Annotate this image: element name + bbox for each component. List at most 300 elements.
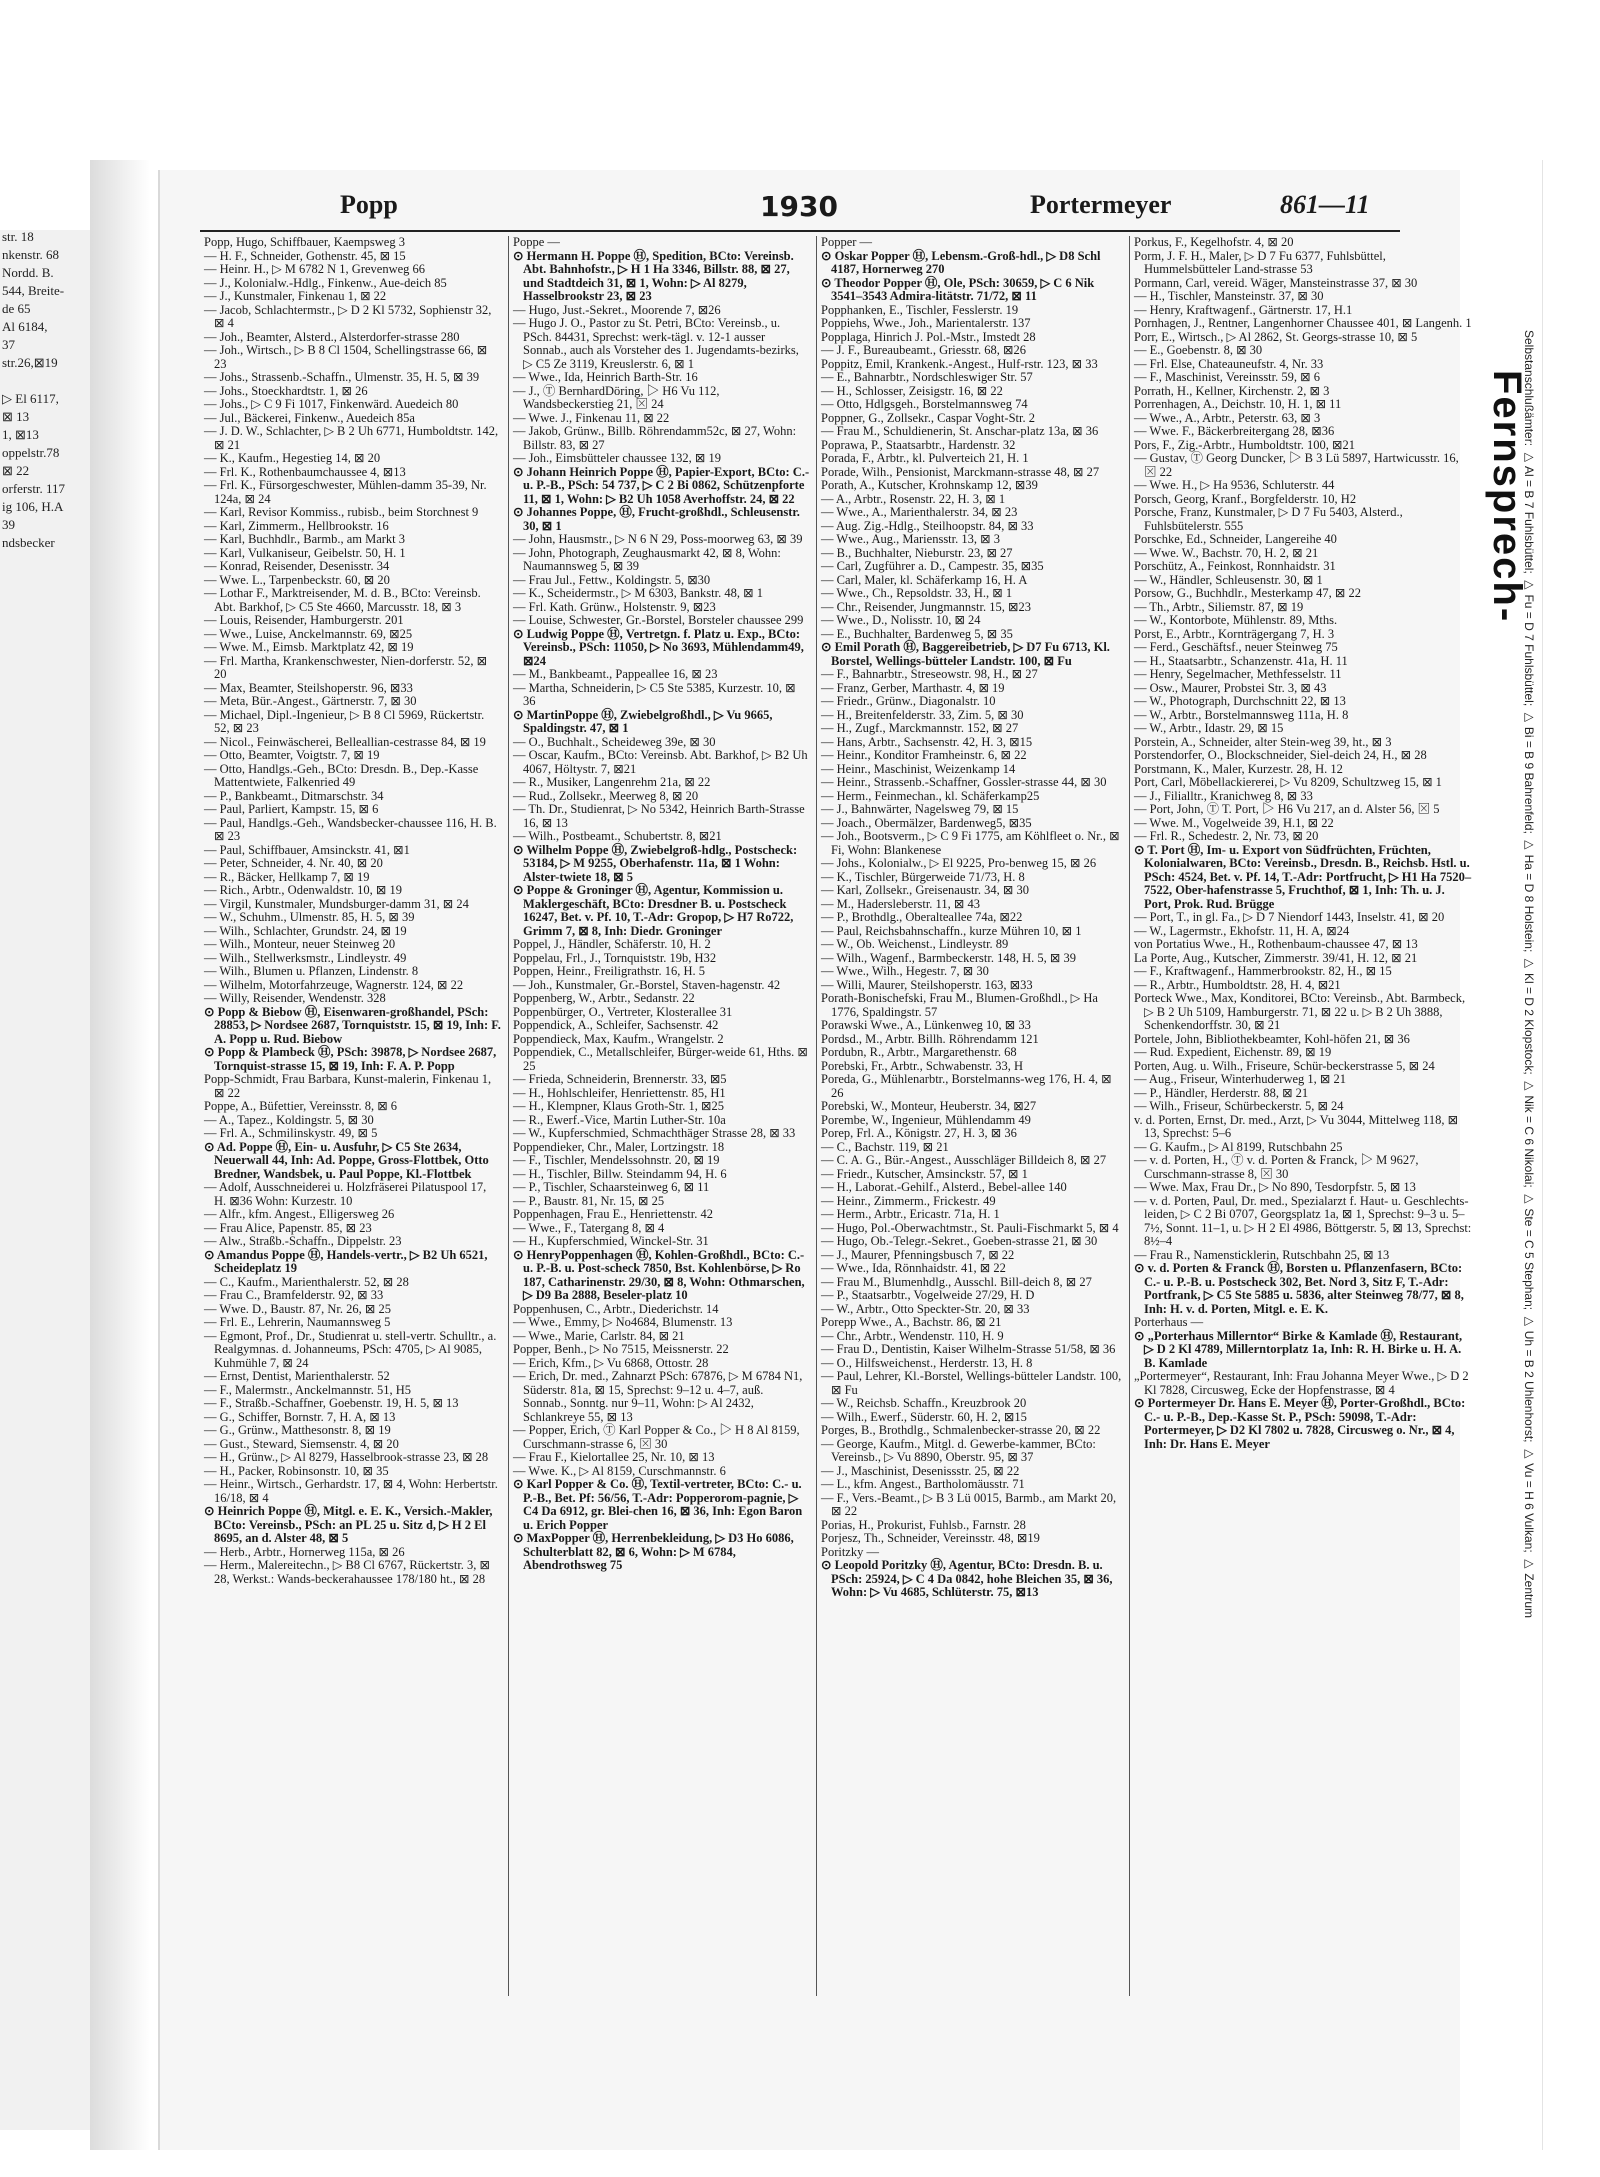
directory-entry: Porebski, W., Monteur, Heuberstr. 34, ⊠27 [821, 1099, 1037, 1113]
directory-entry: — Wilh., Schlachter, Grundstr. 24, ⊠ 19 [204, 923, 407, 938]
directory-entry: — W., Lagermstr., Ekhofstr. 11, H. A, ⊠24 [1134, 923, 1350, 938]
directory-columns [200, 236, 1480, 1996]
directory-entry: — F., Kraftwagenf., Hammerbrookstr. 82, H., ⊠ 15 [1134, 964, 1392, 978]
header-year: 1930 [760, 190, 838, 223]
directory-entry: — Henry, Kraftwagenf., Gärtnerstr. 17, H.1 [1134, 302, 1353, 317]
directory-entry: — Wilh., Friseur, Schürbeckerstr. 5, ⊠ 24 [1134, 1099, 1344, 1113]
directory-entry: ⊙ Ludwig Poppe Ⓗ, Vertretgn. f. Platz u. Exp., BCto: Vereinsb., PSch: 11050, ▷ No 3693, Mühlendamm49, ⊠24 [513, 626, 804, 668]
directory-entry: Porges, B., Brothdlg., Schmalenbecker-strasse 20, ⊠ 22 [821, 1423, 1101, 1437]
directory-entry: Porath, A., Kutscher, Krohnskamp 12, ⊠39 [821, 478, 1038, 492]
directory-entry: — Wwe., Ch., Repsoldstr. 33, H., ⊠ 1 [821, 586, 1013, 600]
directory-entry: — Heinr., Strassenb.-Schaffner, Gossler-strasse 44, ⊠ 30 [821, 775, 1107, 789]
directory-entry: — C., Kaufm., Marienthalerstr. 52, ⊠ 28 [204, 1274, 409, 1289]
directory-entry: — Karl, Buchhdlr., Barmb., am Markt 3 [204, 532, 406, 546]
directory-entry: Porawski Wwe., A., Lünkenweg 10, ⊠ 33 [821, 1018, 1031, 1032]
directory-entry: — Carl, Maler, kl. Schäferkamp 16, H. A [821, 572, 1028, 587]
page-edge [1542, 160, 1600, 2150]
directory-entry: ⊙ Wilhelm Poppe Ⓗ, Zwiebelgroß-hdlg., Postscheck: 53184, ▷ M 9255, Oberhafenstr. 11a, ⊠ 1 Wohn: Alster-twiete 18, ⊠ 5 [513, 842, 798, 884]
directory-entry: — Rich., Arbtr., Odenwaldstr. 10, ⊠ 19 [204, 883, 402, 897]
column-1 [200, 236, 505, 1996]
directory-entry: — K., Scheidermstr., ▷ M 6303, Bankstr. 48, ⊠ 1 [513, 586, 763, 600]
directory-entry: ⊙ Ad. Poppe Ⓗ, Ein- u. Ausfuhr, ▷ C5 Ste 2634, Neuerwall 44, Inh: Ad. Poppe, Gross-Flottbek, Otto Bredner, Wandsbek, u. Paul Poppe, Kl.-Flottbek [204, 1139, 489, 1181]
directory-entry: Porsch, Georg, Kranf., Borgfelderstr. 10, H2 [1134, 491, 1357, 506]
directory-entry: Porade, Wilh., Pensionist, Marckmann-strasse 48, ⊠ 27 [821, 464, 1100, 479]
directory-entry: — Henry, Segelmacher, Methfesselstr. 11 [1134, 667, 1342, 681]
directory-entry: — Wwe. Max, Frau Dr., ▷ No 890, Tesdorpfstr. 5, ⊠ 13 [1134, 1180, 1416, 1194]
directory-entry: — Lothar F., Marktreisender, M. d. B., BCto: Vereinsb. Abt. Barkhof, ▷ C5 Ste 4660, Marcusstr. 18, ⊠ 3 [204, 586, 481, 614]
directory-entry: — John, Hausmstr., ▷ N 6 N 29, Poss-moorweg 63, ⊠ 39 [513, 532, 803, 546]
directory-entry: — Gustav, Ⓣ Georg Duncker, ▷ B 3 Lü 5897, Hartwicusstr. 16, ⊠ 22 [1134, 451, 1459, 479]
directory-entry: Porr, E., Wirtsch., ▷ Al 2862, St. Georgs-strasse 10, ⊠ 5 [1134, 329, 1418, 344]
directory-entry: Porkus, F., Kegelhofstr. 4, ⊠ 20 [1134, 236, 1294, 249]
directory-entry: ⊙ Oskar Popper Ⓗ, Lebensm.-Groß-hdl., ▷ D8 Schl 4187, Hornerweg 270 [821, 248, 1101, 276]
directory-entry: — F., Bahnarbtr., Streseowstr. 98, H., ⊠ 27 [821, 667, 1038, 681]
directory-entry: — H., Schlosser, Zeisigstr. 16, ⊠ 22 [821, 383, 1003, 398]
directory-entry: — Ernst, Dentist, Marienthalerstr. 52 [204, 1369, 390, 1383]
directory-entry: — P., Staatsarbtr., Vogelweide 27/29, H. D [821, 1288, 1035, 1302]
directory-entry: — H., Grünw., ▷ Al 8279, Hasselbrook-strasse 23, ⊠ 28 [204, 1450, 489, 1464]
directory-entry: Pornhagen, J., Rentner, Langenhorner Chaussee 401, ⊠ Langenh. 1 [1134, 316, 1472, 330]
left-page-line: orferstr. 117 [2, 481, 66, 496]
directory-entry: ⊙ Portermeyer Dr. Hans E. Meyer Ⓗ, Porter-Großhdl., BCto: C.- u. P.-B., Dep.-Kasse St. P., PSch: 59098, T.-Adr: Portermeyer, ▷ D2 Kl 7802 u. 7828, Circusweg o. Nr., ⊠ 4, Inh: Dr. Hans E. Meyer [1134, 1396, 1466, 1451]
left-page-line: str.26,⊠19 [2, 355, 58, 370]
directory-entry: Porrath, H., Kellner, Kirchenstr. 2, ⊠ 3 [1134, 383, 1330, 398]
directory-entry: — J., Maschinist, Desenissstr. 25, ⊠ 22 [821, 1463, 1020, 1478]
directory-entry: ⊙ Poppe & Groninger Ⓗ, Agentur, Kommission u. Maklergeschäft, BCto: Dresdner B. u. Postscheck 16247, Bet. v. Pf. 10, T.-Adr: Gropop, ▷ H7 Ro722, Grimm 7, ⊠ 8, Inh: Diedr. Groninger [513, 883, 794, 938]
directory-entry: — Wilhelm, Motorfahrzeuge, Wagnerstr. 124, ⊠ 22 [204, 977, 464, 992]
directory-entry: — Frau R., Namensticklerin, Rutschbahn 25, ⊠ 13 [1134, 1247, 1390, 1262]
directory-entry: — W., Kupferschmied, Schmachthäger Strasse 28, ⊠ 33 [513, 1126, 796, 1140]
directory-entry: — Wilh., Postbeamt., Schubertstr. 8, ⊠21 [513, 829, 722, 843]
directory-entry: — A., Arbtr., Rosenstr. 22, H. 3, ⊠ 1 [821, 491, 1006, 506]
directory-entry: — Heinr., Maschinist, Weizenkamp 14 [821, 761, 1016, 776]
directory-entry: — Max, Beamter, Steilshoperstr. 96, ⊠33 [204, 680, 413, 695]
directory-entry: Porep, Frl. A., Königstr. 27, H. 3, ⊠ 36 [821, 1126, 1017, 1140]
directory-entry: — v. d. Porten, H., Ⓣ v. d. Porten & Franck, ▷ M 9627, Curschmann-strasse 8, ⊠ 30 [1134, 1153, 1419, 1181]
directory-entry: — Paul, Handlgs.-Geh., Wandsbecker-chaussee 116, H. B. ⊠ 23 [204, 815, 497, 843]
directory-entry: — Heinr., Wirtsch., Gerhardstr. 17, ⊠ 4, Wohn: Herbertstr. 16/18, ⊠ 4 [204, 1477, 498, 1505]
directory-entry: — G. Kaufm., ▷ Al 8199, Rutschbahn 25 [1134, 1139, 1343, 1154]
directory-entry: — Johs., Strassenb.-Schaffn., Ulmenstr. 35, H. 5, ⊠ 39 [204, 370, 480, 384]
directory-entry: Poppitz, Emil, Krankenk.-Angest., Hulf-rstr. 123, ⊠ 33 [821, 356, 1098, 371]
directory-entry: Poppel, J., Händler, Schäferstr. 10, H. 2 [513, 937, 711, 951]
directory-entry: Pordsd., M., Arbtr. Billh. Röhrendamm 121 [821, 1031, 1039, 1046]
directory-entry: — Friedr., Kutscher, Amsinckstr. 57, ⊠ 1 [821, 1166, 1028, 1181]
directory-entry: — H., Staatsarbtr., Schanzenstr. 41a, H. 11 [1134, 653, 1348, 668]
directory-entry: — Rud., Zollsekr., Meerweg 8, ⊠ 20 [513, 788, 699, 803]
directory-entry: — Otto, Beamter, Voigtstr. 7, ⊠ 19 [204, 748, 380, 762]
directory-entry: — Louise, Schwester, Gr.-Borstel, Borsteler chaussee 299 [513, 613, 804, 627]
directory-entry: Porst, E., Arbtr., Kornträgergang 7, H. 3 [1134, 626, 1335, 641]
directory-entry: — Herm., Arbtr., Ericastr. 71a, H. 1 [821, 1207, 1000, 1221]
directory-entry: — Wwe., F., Tatergang 8, ⊠ 4 [513, 1220, 665, 1235]
left-page-line: 1, ⊠13 [2, 427, 39, 442]
directory-entry: — Konrad, Reisender, Desenisstr. 34 [204, 559, 390, 573]
directory-entry: Porada, F., Arbtr., kl. Pulverteich 21, H. 1 [821, 451, 1029, 465]
directory-entry: von Portatius Wwe., H., Rothenbaum-chaussee 47, ⊠ 13 [1134, 937, 1418, 951]
directory-entry: — G., Schiffer, Bornstr. 7, H. A, ⊠ 13 [204, 1409, 396, 1424]
directory-entry: — Frieda, Schneiderin, Brennerstr. 33, ⊠5 [513, 1072, 727, 1086]
directory-entry: „Portermeyer“, Restaurant, Inh: Frau Johanna Meyer Wwe., ▷ D 2 Kl 7828, Circusweg, Ecke der Hopfenstrasse, ⊠ 4 [1134, 1369, 1469, 1397]
directory-entry: — Frl. R., Schedestr. 2, Nr. 73, ⊠ 20 [1134, 829, 1319, 843]
directory-entry: — Paul, Schiffbauer, Amsinckstr. 41, ⊠1 [204, 842, 410, 857]
directory-entry: Porschütz, A., Feinkost, Ronnhaidstr. 31 [1134, 559, 1336, 573]
left-page-line: oppelstr.78 [2, 445, 60, 460]
directory-entry: ⊙ Popp & Biebow Ⓗ, Eisenwaren-großhandel, PSch: 28853, ▷ Nordsee 2687, Tornquiststr. 15, ⊠ 19, Inh: F. A. Popp u. Rud. Biebow [204, 1004, 501, 1046]
directory-entry: — Th. Dr., Studienrat, ▷ No 5342, Heinrich Barth-Strasse 16, ⊠ 13 [513, 802, 805, 830]
directory-entry: — Frl. K., Fürsorgeschwester, Mühlen-damm 35-39, Nr. 124a, ⊠ 24 [204, 478, 487, 506]
directory-entry: — H., Klempner, Klaus Groth-Str. 1, ⊠25 [513, 1099, 724, 1113]
directory-entry: — Wwe. L., Tarpenbeckstr. 60, ⊠ 20 [204, 572, 390, 587]
directory-entry: ⊙ MaxPopper Ⓗ, Herrenbekleidung, ▷ D3 Ho 6086, Schulterblatt 82, ⊠ 6, Wohn: ▷ M 6784, Abendrothsweg 75 [513, 1531, 794, 1572]
directory-entry: — F., Malermstr., Anckelmannstr. 51, H5 [204, 1382, 411, 1397]
directory-entry: — Erich, Dr. med., Zahnarzt PSch: 67876, ▷ M 6784 N1, Süderstr. 81a, ⊠ 15, Sprechst: 9–12 u. 4–7, auß. Sonnab., Sonntg. nur 9–11, Wohn: ▷ Al 2432, Schlankreye 55, ⊠ 13 [513, 1369, 803, 1424]
directory-entry: — Herm., Feinmechan., kl. Schäferkamp25 [821, 788, 1040, 803]
directory-entry: — F., Tischler, Mendelssohnstr. 20, ⊠ 19 [513, 1153, 720, 1167]
directory-entry: Poppen, Heinr., Freiligrathstr. 16, H. 5 [513, 964, 705, 978]
directory-entry: — Jul., Bäckerei, Finkenw., Auedeich 85a [204, 410, 415, 425]
page-header [200, 186, 1400, 232]
directory-entry: — Chr., Arbtr., Wendenstr. 110, H. 9 [821, 1328, 1004, 1343]
directory-entry: — J., Ⓣ BernhardDöring, ▷ H6 Vu 112, Wandsbeckerstieg 21, ⊠ 24 [513, 383, 720, 411]
directory-entry: — Willy, Reisender, Wendenstr. 328 [204, 991, 386, 1005]
directory-entry: — Paul, Parliert, Kampstr. 15, ⊠ 6 [204, 802, 379, 816]
directory-entry: — Frau Alice, Papenstr. 85, ⊠ 23 [204, 1220, 372, 1235]
sidebar-exchange-list: Selbstanschlußämter: ▷ Al = B 7 Fuhlsbüttel; ▷ Fu = D 7 Fuhlsbüttel; ▷ Bi = B 9 Bahrenfeld; ▷ Ha = D 8 Holstein; ▷ Kl = D 2 Klopstock; ▷ Nik = C 6 Nikolai; ▷ Ste = C 5 Stephan; ▷ Uh = B 2 Uhlenhorst; ▷ Vu = H 6 Vulkan; ▷ Zentrum [1522, 330, 1536, 1619]
directory-entry: — Oscar, Kaufm., BCto: Vereinsb. Abt. Barkhof, ▷ B2 Uh 4067, Höltystr. 7, ⊠21 [513, 748, 808, 776]
directory-entry: — Wwe. H., ▷ Ha 9536, Schluterstr. 44 [1134, 478, 1335, 492]
directory-entry: — Wwe. D., Baustr. 87, Nr. 26, ⊠ 25 [204, 1301, 391, 1316]
directory-entry: Port, Carl, Möbellackiererei, ▷ Vu 8209, Schultzweg 15, ⊠ 1 [1134, 775, 1442, 789]
directory-entry: Porembe, W., Ingenieur, Mühlendamm 49 [821, 1112, 1031, 1127]
directory-entry: — George, Kaufm., Mitgl. d. Gewerbe-kammer, BCto: Vereinsb., ▷ Vu 8890, Oberstr. 95, ⊠ 37 [821, 1436, 1096, 1464]
directory-entry: Poppenhagen, Frau E., Henriettenstr. 42 [513, 1207, 713, 1221]
directory-entry: — Jacob, Schlachtermstr., ▷ D 2 Kl 5732, Sophienstr 32, ⊠ 4 [204, 302, 492, 330]
directory-entry: — Joh., Bootsverm., ▷ C 9 Fi 1775, am Köhlfleet o. Nr., ⊠ Fi, Wohn: Blankenese [821, 829, 1120, 857]
directory-entry: — v. d. Porten, Paul, Dr. med., Spezialarzt f. Haut- u. Geschlechts-leiden, ▷ C 2 Bi 0707, Georgsplatz 1a, ⊠ 1, Sprechst: 9–3 u. 5–7½, Sonnt. 11–1, u. ▷ H 2 El 4986, Böttgerstr. 5, ⊠ 13, Sprechst: 8½–4 [1134, 1193, 1472, 1248]
directory-entry: Poppendick, A., Schleifer, Sachsenstr. 42 [513, 1018, 719, 1032]
directory-entry: — Wwe., Marie, Carlstr. 84, ⊠ 21 [513, 1328, 685, 1343]
directory-entry: — Karl, Vulkaniseur, Geibelstr. 50, H. 1 [204, 545, 406, 560]
directory-entry: — R., Ewerf.-Vice, Martin Luther-Str. 10a [513, 1112, 726, 1127]
directory-entry: — Frau M., Schuldienerin, St. Anschar-platz 13a, ⊠ 36 [821, 424, 1099, 438]
directory-entry: — O., Buchhalt., Scheideweg 39e, ⊠ 30 [513, 734, 716, 749]
directory-entry: — Aug., Friseur, Winterhuderweg 1, ⊠ 21 [1134, 1072, 1346, 1086]
directory-entry: Porjesz, Th., Schneider, Vereinsstr. 48, ⊠19 [821, 1531, 1040, 1545]
left-page-line: ig 106, H.A [2, 499, 64, 514]
directory-entry: — Paul, Reichsbahnschaffn., kurze Mühren 10, ⊠ 1 [821, 923, 1082, 938]
directory-entry: Porm, J. F. H., Maler, ▷ D 7 Fu 6377, Fuhlsbüttel, Hummelsbütteler Land-strasse 53 [1134, 248, 1386, 276]
directory-entry: — F., Maschinist, Vereinsstr. 59, ⊠ 6 [1134, 370, 1320, 384]
directory-entry: — Karl, Revisor Kommiss., rubisb., beim Storchnest 9 [204, 505, 479, 519]
directory-entry: — Jakob, Grünw., Billb. Röhrendamm52c, ⊠ 27, Wohn: Billstr. 83, ⊠ 27 [513, 424, 797, 452]
directory-entry: Pormann, Carl, vereid. Wäger, Mansteinstrasse 37, ⊠ 30 [1134, 275, 1418, 290]
directory-entry: — Willi, Maurer, Steilshoperstr. 163, ⊠33 [821, 977, 1033, 992]
directory-entry: Poppner, G., Zollsekr., Caspar Voght-Str. 2 [821, 410, 1035, 425]
directory-entry: — P., Händler, Herderstr. 88, ⊠ 21 [1134, 1085, 1309, 1100]
directory-entry: — Frl. E., Lehrerin, Naumannsweg 5 [204, 1315, 391, 1329]
column-2 [508, 236, 814, 1996]
directory-entry: — Wwe., D., Nolisstr. 10, ⊠ 24 [821, 613, 981, 627]
directory-entry: — H., Tischler, Billw. Steindamm 94, H. 6 [513, 1166, 727, 1181]
left-page-line: de 65 [2, 301, 31, 316]
directory-entry: Porath-Bonischefski, Frau M., Blumen-Großhdl., ▷ Ha 1776, Spaldingstr. 57 [821, 991, 1098, 1019]
directory-entry: Poppelau, Frl., J., Tornquiststr. 19b, H32 [513, 950, 717, 965]
directory-entry: Porstein, A., Schneider, alter Stein-weg 39, ht., ⊠ 3 [1134, 734, 1392, 749]
directory-entry: — H. F., Schneider, Gothenstr. 45, ⊠ 15 [204, 248, 406, 263]
directory-entry: La Porte, Aug., Kutscher, Zimmerstr. 39/41, H. 12, ⊠ 21 [1134, 950, 1418, 965]
directory-entry: Poppenbürger, O., Vertreter, Klosterallee 31 [513, 1004, 733, 1019]
left-page-line: 544, Breite- [2, 283, 65, 298]
left-page-line: nkenstr. 68 [2, 247, 60, 262]
directory-entry: — Wwe., Emmy, ▷ No4684, Blumenstr. 13 [513, 1315, 733, 1329]
directory-entry: Poppenberg, W., Arbtr., Sedanstr. 22 [513, 991, 695, 1005]
directory-entry: — Frau D., Dentistin, Kaiser Wilhelm-Strasse 51/58, ⊠ 36 [821, 1342, 1116, 1356]
header-first-name: Popp [340, 190, 398, 219]
header-last-name: Portermeyer [1030, 190, 1172, 219]
directory-entry: — Carl, Zugführer a. D., Campestr. 35, ⊠35 [821, 559, 1044, 573]
directory-entry: Porsche, Franz, Kunstmaler, ▷ D 7 Fu 5403, Alsterd., Fuhlsbütelerstr. 555 [1134, 505, 1403, 533]
column-4 [1129, 236, 1478, 1996]
telephone-sidebar [1480, 330, 1540, 2030]
directory-entry: — Otto, Hdlgsgeh., Borstelmannsweg 74 [821, 397, 1028, 411]
directory-entry: — W., Schuhm., Ulmenstr. 85, H. 5, ⊠ 39 [204, 910, 415, 924]
directory-entry: — Heinr., Konditor Framheinstr. 6, ⊠ 22 [821, 748, 1027, 762]
directory-entry: — Wwe., Ida, Heinrich Barth-Str. 16 [513, 370, 698, 384]
directory-entry: — W., Photograph, Durchschnitt 22, ⊠ 13 [1134, 694, 1346, 708]
directory-entry: — Wilh., Blumen u. Pflanzen, Lindenstr. 8 [204, 964, 419, 978]
directory-entry: Porrenhagen, A., Deichstr. 10, H. 1, ⊠ 11 [1134, 397, 1342, 411]
directory-entry: ⊙ MartinPoppe Ⓗ, Zwiebelgroßhdl., ▷ Vu 9665, Spaldingstr. 47, ⊠ 1 [513, 707, 773, 735]
directory-entry: — Wwe. K., ▷ Al 8159, Curschmannstr. 6 [513, 1463, 726, 1478]
directory-entry: — W., Händler, Schleusenstr. 30, ⊠ 1 [1134, 572, 1323, 587]
directory-entry: — Joh., Beamter, Alsterd., Alsterdorfer-strasse 280 [204, 329, 460, 344]
directory-entry: — W., Arbtr., Borstelmannsweg 111a, H. 8 [1134, 707, 1349, 722]
directory-entry: — Port, John, Ⓣ T. Port, ▷ H6 Vu 217, an d. Alster 56, ⊠ 5 [1134, 802, 1440, 816]
directory-entry: — H., Packer, Robinsonstr. 10, ⊠ 35 [204, 1463, 389, 1478]
directory-entry: Poppenhusen, C., Arbtr., Diederichstr. 14 [513, 1301, 719, 1316]
directory-entry: — W., Ob. Weichenst., Lindleystr. 89 [821, 937, 1009, 951]
directory-entry: — Frl. A., Schmilinskystr. 49, ⊠ 5 [204, 1126, 378, 1140]
directory-entry: — Wilh., Monteur, neuer Steinweg 20 [204, 937, 396, 951]
directory-entry: ⊙ v. d. Porten & Franck Ⓗ, Borsten u. Pflanzenfasern, BCto: C.- u. P.-B. u. Postscheck 302, Bet. Nord 3, Sitz F, T.-Adr: Portfrank, ▷ C5 Ste 5885 u. 5836, alter Steinweg 78/77, ⊠ 8, Inh: H. v. d. Porten, Mitgl. e. E. K. [1134, 1261, 1464, 1316]
directory-entry: — B., Buchhalter, Nieburstr. 23, ⊠ 27 [821, 545, 1013, 560]
directory-entry: — R., Musiker, Langenrehm 21a, ⊠ 22 [513, 775, 711, 789]
directory-entry: — Michael, Dipl.-Ingenieur, ▷ B 8 Cl 5969, Rückertstr. 52, ⊠ 23 [204, 707, 485, 735]
left-page-line: ndsbecker [2, 535, 55, 550]
directory-entry: ⊙ „Porterhaus Millerntor“ Birke & Kamlade Ⓗ, Restaurant, ▷ D 2 Kl 4789, Millerntorplatz 1a, Inh: R. H. Birke u. H. A. B. Kamlade [1134, 1328, 1463, 1370]
left-page-line: 39 [2, 517, 15, 532]
directory-entry: — G., Grünw., Matthesonstr. 8, ⊠ 19 [204, 1423, 391, 1437]
directory-entry: — Ferd., Geschäftsf., neuer Steinweg 75 [1134, 640, 1338, 654]
directory-entry: — Frau M., Blumenhdlg., Ausschl. Bill-deich 8, ⊠ 27 [821, 1274, 1092, 1289]
directory-entry: — Hugo, Just.-Sekret., Moorende 7, ⊠26 [513, 302, 721, 317]
directory-entry: Popp, Hugo, Schiffbauer, Kaempsweg 3 [204, 236, 405, 249]
directory-entry: Poreda, G., Mühlenarbtr., Borstelmanns-weg 176, H. 4, ⊠ 26 [821, 1072, 1112, 1100]
directory-entry: — Hans, Arbtr., Sachsenstr. 42, H. 3, ⊠15 [821, 734, 1033, 749]
directory-entry: — Th., Arbtr., Siliemstr. 87, ⊠ 19 [1134, 599, 1304, 614]
directory-entry: — H., Hohlschleifer, Henriettenstr. 85, H1 [513, 1085, 726, 1100]
left-page-line: ⊠ 22 [2, 463, 30, 478]
directory-entry: — E., Bahnarbtr., Nordschleswiger Str. 57 [821, 370, 1033, 384]
directory-entry: — Meta, Bür.-Angest., Gärtnerstr. 7, ⊠ 30 [204, 694, 417, 708]
directory-entry: — Joh., Kunstmaler, Gr.-Borstel, Staven-hagenstr. 42 [513, 977, 781, 992]
column-3 [816, 236, 1127, 1996]
directory-entry: — Port, T., in gl. Fa., ▷ D 7 Niendorf 1443, Inselstr. 41, ⊠ 20 [1134, 910, 1445, 924]
directory-entry: — Alw., Straßb.-Schaffn., Dippelstr. 23 [204, 1234, 402, 1248]
directory-entry: — Virgil, Kunstmaler, Mundsburger-damm 31, ⊠ 24 [204, 896, 469, 911]
directory-entry: — M., Hadersleberstr. 11, ⊠ 43 [821, 896, 980, 911]
directory-entry: — Wwe., Luise, Anckelmannstr. 69, ⊠25 [204, 626, 413, 641]
directory-entry: — J., Kunstmaler, Finkenau 1, ⊠ 22 [204, 289, 387, 303]
directory-entry: — E., Goebenstr. 8, ⊠ 30 [1134, 343, 1263, 357]
directory-entry: — P., Bankbeamt., Ditmarschstr. 34 [204, 788, 384, 803]
directory-entry: — Wwe. M., Vogelweide 39, H.1, ⊠ 22 [1134, 815, 1334, 830]
directory-entry: — John, Photograph, Zeughausmarkt 42, ⊠ 8, Wohn: Naumannsweg 5, ⊠ 39 [513, 545, 781, 573]
directory-entry: Porstmann, K., Maler, Kurzestr. 28, H. 12 [1134, 761, 1343, 776]
directory-entry: — H., Laborat.-Gehilf., Alsterd., Bebel-allee 140 [821, 1180, 1067, 1194]
directory-entry: — Karl, Zollsekr., Greisenaustr. 34, ⊠ 30 [821, 883, 1030, 897]
directory-entry: ⊙ Popp & Plambeck Ⓗ, PSch: 39878, ▷ Nordsee 2687, Tornquist-strasse 15, ⊠ 19, Inh: F. A. P. Popp [204, 1045, 497, 1073]
directory-entry: — Karl, Zimmerm., Hellbrookstr. 16 [204, 518, 389, 533]
directory-entry: Poritzky — [821, 1544, 879, 1559]
directory-entry: — Egmont, Prof., Dr., Studienrat u. stell-vertr. Schulltr., a. Realgymnas. d. Johanneums, PSch: 4705, ▷ Al 9085, Kuhmühle 7, ⊠ 24 [204, 1328, 497, 1370]
directory-entry: — Wilh., Wagenf., Barmbeckerstr. 148, H. 5, ⊠ 39 [821, 950, 1076, 965]
directory-entry: — F., Vers.-Beamt., ▷ B 3 Lü 0015, Barmb., am Markt 20, ⊠ 22 [821, 1490, 1117, 1518]
directory-entry: ⊙ Johannes Poppe, Ⓗ, Frucht-großhdl., Schleusenstr. 30, ⊠ 1 [513, 505, 800, 533]
directory-entry: — Johs., ▷ C 9 Fi 1017, Finkenwärd. Auedeich 80 [204, 397, 459, 411]
left-page-line: Al 6184, [2, 319, 48, 334]
directory-entry: — Hugo, Ob.-Telegr.-Sekret., Goeben-strasse 21, ⊠ 30 [821, 1234, 1098, 1248]
directory-entry: — Frl. Else, Chateauneufstr. 4, Nr. 33 [1134, 356, 1324, 371]
directory-entry: — J., Kolonialw.-Hdlg., Finkenw., Aue-deich 85 [204, 275, 447, 290]
directory-entry: Porsow, G., Buchhdlr., Mesterkamp 47, ⊠ 22 [1134, 586, 1362, 600]
left-facing-page [0, 230, 91, 2130]
directory-entry: — L., kfm. Angest., Bartholomäusstr. 71 [821, 1477, 1025, 1491]
directory-entry: — Joh., Wirtsch., ▷ B 8 Cl 1504, Schellingstrasse 66, ⊠ 23 [204, 343, 488, 371]
directory-entry: — Wwe. W., Bachstr. 70, H. 2, ⊠ 21 [1134, 545, 1319, 560]
directory-entry: Porstendorfer, O., Blockschneider, Siel-deich 24, H., ⊠ 28 [1134, 748, 1427, 762]
directory-entry: Poppiehs, Wwe., Joh., Marientalerstr. 137 [821, 316, 1031, 330]
directory-entry: Porteck Wwe., Max, Konditorei, BCto: Vereinsb., Abt. Barmbeck, ▷ B 2 Uh 5109, Hamburgerstr. 71, ⊠ 22 u. ▷ B 2 Uh 3888, Schenkendorffstr. 30, ⊠ 21 [1134, 991, 1466, 1032]
directory-entry: — Herb., Arbtr., Hornerweg 115a, ⊠ 26 [204, 1544, 405, 1559]
page-number: 861—11 [1280, 190, 1370, 219]
directory-entry: — Wwe., A., Arbtr., Peterstr. 63, ⊠ 3 [1134, 410, 1321, 425]
directory-entry: — Wwe. M., Eimsb. Marktplatz 42, ⊠ 19 [204, 640, 414, 654]
directory-entry: — Adolf, Ausschneiderei u. Holzfräserei Pilatuspool 17, H. ⊠36 Wohn: Kurzestr. 10 [204, 1180, 487, 1208]
directory-entry: ⊙ HenryPoppenhagen Ⓗ, Kohlen-Großhdl., BCto: C.- u. P.-B. u. Post-scheck 7850, Bst. Kohlenbörse, ▷ Ro 187, Catharinenstr. 29/30, ⊠ 8, Wohn: Othmarschen, ▷ D9 Ba 2888, Beseler-platz 10 [513, 1247, 805, 1302]
directory-entry: — Popper, Erich, Ⓣ Karl Popper & Co., ▷ H 8 Al 8159, Curschmann-strasse 6, ⊠ 30 [513, 1423, 800, 1451]
directory-entry: — Frau Jul., Fettw., Koldingstr. 5, ⊠30 [513, 572, 711, 587]
directory-entry: — E., Buchhalter, Bardenweg 5, ⊠ 35 [821, 626, 1013, 641]
directory-entry: — W., Arbtr., Idastr. 29, ⊠ 15 [1134, 721, 1284, 735]
directory-entry: — P., Baustr. 81, Nr. 15, ⊠ 25 [513, 1193, 665, 1208]
directory-entry: — Wwe., Ida, Rönnhaidstr. 41, ⊠ 22 [821, 1261, 1006, 1275]
directory-entry: — F., Straßb.-Schaffner, Goebenstr. 19, H. 5, ⊠ 13 [204, 1396, 459, 1410]
directory-entry: — Wwe., Aug., Mariensstr. 13, ⊠ 3 [821, 532, 1000, 546]
directory-entry: — Otto, Handlgs.-Geh., BCto: Dresdn. B., Dep.-Kasse Mattentwiete, Falkenried 49 [204, 761, 479, 789]
directory-entry: ⊙ Emil Porath Ⓗ, Baggereibetrieb, ▷ D7 Fu 6713, Kl. Borstel, Wellings-bütteler Landstr. 100, ⊠ Fu [821, 640, 1110, 668]
directory-entry: Porschke, Ed., Schneider, Langereihe 40 [1134, 532, 1337, 546]
directory-entry: — Friedr., Grünw., Diagonalstr. 10 [821, 694, 996, 708]
directory-entry: v. d. Porten, Ernst, Dr. med., Arzt, ▷ Vu 3044, Mittelweg 118, ⊠ 13, Sprechst: 5–6 [1134, 1112, 1459, 1140]
directory-entry: Popp-Schmidt, Frau Barbara, Kunst-malerin, Finkenau 1, ⊠ 22 [204, 1072, 492, 1100]
directory-entry: Porebski, Fr., Arbtr., Schwabenstr. 33, H [821, 1058, 1024, 1073]
directory-entry: — O., Hilfsweichenst., Herderstr. 13, H. 8 [821, 1355, 1033, 1370]
directory-entry: — Chr., Reisender, Jungmannstr. 15, ⊠23 [821, 599, 1031, 614]
directory-entry: ⊙ T. Port Ⓗ, Im- u. Export von Südfrüchten, Früchten, Kolonialwaren, BCto: Vereinsb., Dresdn. B., Reichsb. Hstl. u. PSch: 4524, Bet. v. Pf. 14, T.-Adr: Portfrucht, ▷ H1 Ha 7520–7522, Ober-hafenstrasse 5, Fruchthof, ⊠ 1, Inh: Th. u. J. Port, Prok. Rud. Brügge [1134, 842, 1472, 911]
directory-entry: ⊙ Karl Popper & Co. Ⓗ, Textil-vertreter, BCto: C.- u. P.-B., Bet. Pf: 56/56, T.-Adr: Popperorom-pagnie, ▷ C4 Da 6912, gr. Blei-chen 16, ⊠ 36, Inh: Egon Baron u. Erich Popper [513, 1477, 803, 1532]
directory-entry: Poppendiek, C., Metallschleifer, Bürger-weide 61, Hths. ⊠ 25 [513, 1045, 808, 1073]
directory-entry: — Wwe. J., Finkenau 11, ⊠ 22 [513, 410, 670, 425]
directory-entry: ⊙ Johann Heinrich Poppe Ⓗ, Papier-Export, BCto: C.- u. P.-B., PSch: 54 737, ▷ C 2 Bi 0862, Schützenpforte 11, ⊠ 1, Wohn: ▷ B2 Uh 1058 Averhoffstr. 24, ⊠ 22 [513, 464, 810, 506]
directory-entry: — Joh., Eimsbütteler chaussee 132, ⊠ 19 [513, 451, 722, 465]
directory-entry: — Hugo J. O., Pastor zu St. Petri, BCto: Vereinsb., u. PSch. 84431, Sprechst: werk-tägl. v. 12-1 ausser Sonnab., auch als Vorsteher des 1. Jugendamts-bezirks, ▷ C5 Ze 3119, Kreuslerstr. 6, ⊠ 1 [513, 316, 799, 371]
directory-entry: Poppendieck, Max, Kaufm., Wrangelstr. 2 [513, 1031, 724, 1046]
directory-entry: ⊙ Heinrich Poppe Ⓗ, Mitgl. e. E. K., Versich.-Makler, BCto: Vereinsb., PSch: an PL 25 u. Sitz d, ▷ H 2 El 8695, an d. Alster 48, ⊠ 5 [204, 1504, 493, 1545]
directory-entry: — Erich, Kfm., ▷ Vu 6868, Ottostr. 28 [513, 1355, 709, 1370]
directory-entry: Porepp Wwe., A., Bachstr. 86, ⊠ 21 [821, 1315, 1002, 1329]
directory-entry: — W., Kontorbote, Mühlenstr. 89, Mths. [1134, 613, 1338, 627]
directory-entry: — W., Reichsb. Schaffn., Kreuzbrook 20 [821, 1396, 1027, 1410]
directory-entry: — Nicol., Feinwäscherei, Belleallian-cestrasse 84, ⊠ 19 [204, 734, 486, 749]
directory-entry: ⊙ Theodor Popper Ⓗ, Ole, PSch: 30659, ▷ C 6 Nik 3541–3543 Admira-litätstr. 71/72, ⊠ 11 [821, 275, 1095, 303]
directory-entry: Porten, Aug. u. Wilh., Friseure, Schür-beckerstrasse 5, ⊠ 24 [1134, 1058, 1435, 1073]
left-page-line: ⊠ 13 [2, 409, 30, 424]
left-page-line: ▷ El 6117, [2, 391, 59, 406]
directory-entry: Portele, John, Bibliothekbeamter, Kohl-höfen 21, ⊠ 36 [1134, 1031, 1410, 1046]
directory-entry: Poppe — [513, 236, 560, 249]
directory-entry: — Rud. Expedient, Eichenstr. 89, ⊠ 19 [1134, 1045, 1332, 1059]
directory-entry: Popper, Benh., ▷ No 7515, Meissnerstr. 22 [513, 1342, 729, 1356]
directory-entry: — Frl. K., Rothenbaumchaussee 4, ⊠13 [204, 464, 406, 479]
directory-entry: — K., Tischler, Bürgerweide 71/73, H. 8 [821, 869, 1025, 884]
directory-entry: — Hugo, Pol.-Oberwachtmstr., St. Pauli-Fischmarkt 5, ⊠ 4 [821, 1220, 1119, 1235]
directory-entry: — Paul, Lehrer, Kl.-Borstel, Wellings-bütteler Landstr. 100, ⊠ Fu [821, 1369, 1122, 1397]
directory-entry: — C. A. G., Bür.-Angest., Ausschläger Billdeich 8, ⊠ 27 [821, 1153, 1107, 1167]
directory-entry: — Frau C., Bramfelderstr. 92, ⊠ 33 [204, 1288, 384, 1302]
directory-entry: Pordubn, R., Arbtr., Margarethenstr. 68 [821, 1045, 1017, 1059]
directory-entry: — Louis, Reisender, Hamburgerstr. 201 [204, 613, 404, 627]
directory-entry: Popper — [821, 236, 873, 249]
directory-entry: — J., Maurer, Pfenningsbusch 7, ⊠ 22 [821, 1247, 1015, 1262]
directory-entry: — A., Tapez., Koldingstr. 5, ⊠ 30 [204, 1112, 374, 1127]
directory-entry: — Osw., Maurer, Probstei Str. 3, ⊠ 43 [1134, 680, 1327, 695]
directory-entry: Poppendieker, Chr., Maler, Lortzingstr. 18 [513, 1139, 725, 1154]
directory-entry: — Joach., Obermälzer, Bardenweg5, ⊠35 [821, 815, 1032, 830]
directory-entry: — Frl. Kath. Grünw., Holstenstr. 9, ⊠23 [513, 599, 716, 614]
directory-entry: — H., Breitenfelderstr. 33, Zim. 5, ⊠ 30 [821, 707, 1024, 722]
directory-entry: — W., Arbtr., Otto Speckter-Str. 20, ⊠ 33 [821, 1301, 1030, 1316]
directory-entry: — J., Filialltr., Kranichweg 8, ⊠ 33 [1134, 788, 1313, 803]
directory-entry: — Wwe., Wilh., Hegestr. 7, ⊠ 30 [821, 964, 989, 978]
directory-entry: — Peter, Schneider, 4. Nr. 40, ⊠ 20 [204, 856, 383, 870]
directory-entry: — J. F., Bureaubeamt., Griesstr. 68, ⊠26 [821, 343, 1026, 357]
directory-entry: Poprawa, P., Staatsarbtr., Hardenstr. 32 [821, 437, 1016, 452]
directory-entry: — Heinr., Zimmerm., Frickestr. 49 [821, 1193, 996, 1208]
directory-entry: Porias, H., Prokurist, Fuhlsb., Farnstr. 28 [821, 1517, 1026, 1532]
directory-entry: — R., Arbtr., Humboldtstr. 28, H. 4, ⊠21 [1134, 977, 1341, 992]
directory-entry: — Aug. Zig.-Hdlg., Steilhoopstr. 84, ⊠ 33 [821, 518, 1034, 533]
sidebar-title: Fernsprech- [1485, 370, 1529, 624]
directory-entry: — Alfr., kfm. Angest., Elligersweg 26 [204, 1207, 395, 1221]
directory-entry: — Wwe., A., Marienthalerstr. 34, ⊠ 23 [821, 505, 1018, 519]
directory-entry: — Wilh., Ewerf., Süderstr. 60, H. 2, ⊠15 [821, 1409, 1027, 1424]
directory-entry: — Gust., Steward, Siemsenstr. 4, ⊠ 20 [204, 1436, 399, 1451]
directory-entry: — H., Zugf., Marckmannstr. 152, ⊠ 27 [821, 721, 1019, 735]
directory-entry: — Johs., Kolonialw., ▷ El 9225, Pro-benweg 15, ⊠ 26 [821, 856, 1097, 870]
directory-entry: — Heinr. H., ▷ M 6782 N 1, Grevenweg 66 [204, 262, 426, 276]
